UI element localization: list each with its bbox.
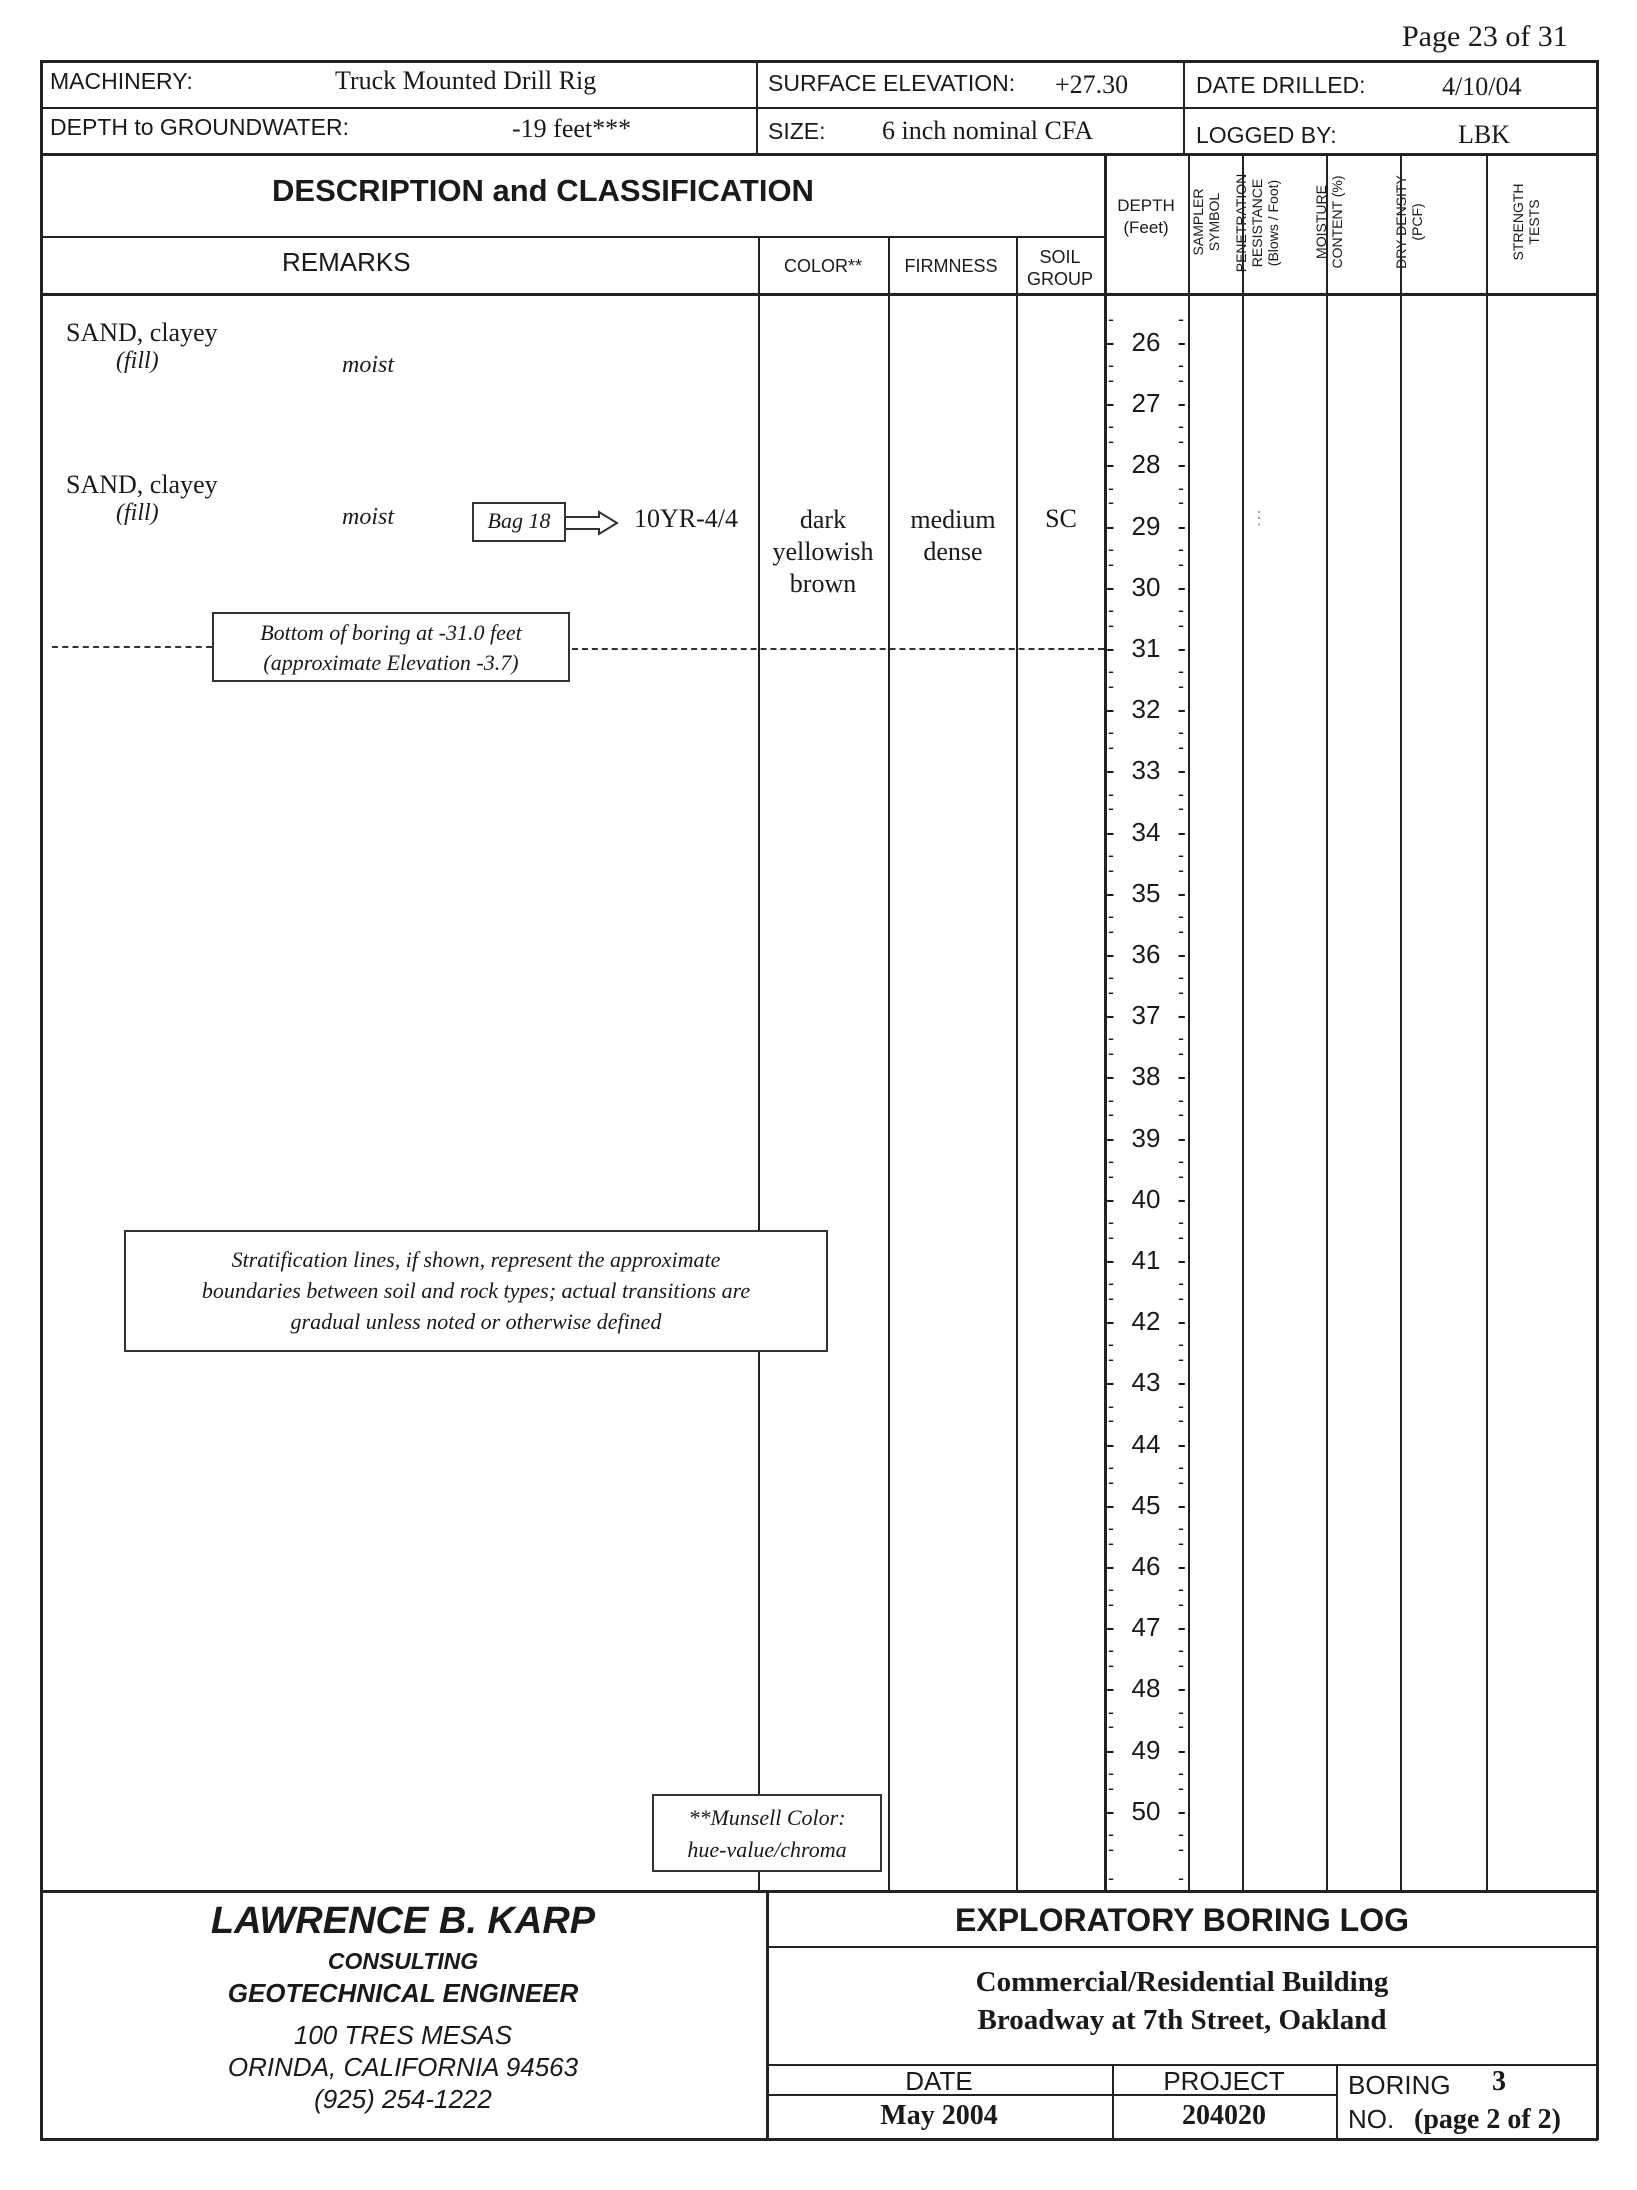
project-label: PROJECT: [1163, 2066, 1285, 2096]
depth-tick-dash: -: [1106, 1122, 1115, 1153]
depth-tick-dash: -: [1106, 571, 1115, 602]
depth-tick-dash: -: [1177, 327, 1186, 357]
depth-tick: [1106, 817, 1186, 848]
sampler-header-line1: SAMPLER: [1190, 188, 1206, 256]
layer-2-color-line3: brown: [789, 569, 857, 598]
bottom-note-line1: Bottom of boring at -31.0 feet: [260, 620, 522, 645]
faint-mark: ⋮: [1250, 508, 1268, 528]
depth-tick-dash: -: [1177, 1673, 1186, 1704]
depth-tick-label: 33: [1131, 755, 1161, 786]
surface-elevation-label: SURFACE ELEVATION:: [768, 70, 1016, 96]
layer-1-moisture: moist: [342, 352, 395, 378]
company-name: LAWRENCE B. KARP: [210, 1900, 596, 1942]
depth-header-line2: (Feet): [1123, 218, 1169, 237]
depth-tick: [1106, 1367, 1186, 1398]
depth-tick-dash: -: [1106, 1795, 1115, 1826]
depth-tick: [1106, 1306, 1186, 1337]
depth-minor-tick: - -: [1108, 416, 1184, 437]
depth-tick: [1106, 449, 1186, 480]
groundwater-value: -19 feet***: [512, 114, 632, 143]
depth-tick-dash: -: [1177, 388, 1186, 419]
depth-tick-dash: -: [1177, 755, 1186, 786]
depth-minor-tick: - -: [1108, 308, 1184, 329]
header-row-divider: [40, 107, 1598, 109]
depth-tick-dash: -: [1177, 1367, 1186, 1398]
depth-tick-label: 42: [1131, 1306, 1161, 1337]
company-line2: GEOTECHNICAL ENGINEER: [227, 1978, 579, 2008]
layer-2-moisture: moist: [342, 504, 395, 530]
depth-tick: [1106, 1123, 1186, 1154]
boring-no-label: NO.: [1348, 2104, 1395, 2134]
depth-minor-tick: - -: [1108, 431, 1184, 452]
depth-tick: [1106, 1796, 1186, 1827]
depth-tick: [1106, 1735, 1186, 1766]
depth-tick-label: 45: [1131, 1489, 1161, 1520]
depth-minor-tick: - -: [1108, 1226, 1184, 1247]
dry-density-header-line1: DRY DENSITY: [1393, 175, 1409, 269]
size-value: 6 inch nominal CFA: [882, 116, 1094, 145]
header-bottom-line: [40, 153, 1598, 156]
depth-minor-tick: - -: [1108, 1823, 1184, 1844]
depth-minor-tick: - -: [1108, 1395, 1184, 1416]
depth-tick-dash: -: [1106, 816, 1115, 847]
depth-tick-label: 50: [1131, 1795, 1161, 1826]
depth-tick-dash: -: [1177, 1428, 1186, 1459]
depth-tick-dash: -: [1177, 1306, 1186, 1337]
layer-2-color-line2: yellowish: [772, 537, 874, 566]
depth-minor-tick: - -: [1108, 1579, 1184, 1600]
page-number: Page 23 of 31: [1402, 20, 1568, 53]
firmness-header: FIRMNESS: [904, 256, 998, 276]
date-drilled-label: DATE DRILLED:: [1196, 72, 1366, 98]
depth-minor-tick: - -: [1108, 355, 1184, 376]
depth-minor-tick: - -: [1108, 538, 1184, 559]
depth-tick-dash: -: [1106, 1245, 1115, 1275]
depth-tick-dash: -: [1177, 1183, 1186, 1214]
depth-minor-tick: - -: [1108, 1655, 1184, 1676]
depth-minor-tick: - -: [1108, 1777, 1184, 1798]
depth-minor-tick: - -: [1108, 1273, 1184, 1294]
depth-tick: [1106, 1061, 1186, 1092]
depth-tick-dash: -: [1106, 510, 1115, 541]
depth-tick-label: 40: [1131, 1183, 1161, 1214]
depth-minor-tick: - -: [1108, 1762, 1184, 1783]
depth-tick: [1106, 1490, 1186, 1521]
col-line-firmness-soil: [1016, 237, 1018, 1890]
depth-tick: [1106, 878, 1186, 909]
depth-minor-tick: - -: [1108, 1089, 1184, 1110]
depth-minor-tick: - -: [1108, 1288, 1184, 1309]
depth-tick-dash: -: [1177, 1245, 1186, 1275]
depth-tick-dash: -: [1177, 1551, 1186, 1581]
depth-minor-tick: - -: [1108, 783, 1184, 804]
boring-number: 3: [1492, 2066, 1506, 2097]
depth-minor-tick: - -: [1108, 1410, 1184, 1431]
depth-tick-label: 43: [1131, 1367, 1161, 1398]
depth-tick-label: 26: [1131, 327, 1161, 357]
depth-tick-dash: -: [1177, 1000, 1186, 1031]
depth-tick-dash: -: [1177, 1489, 1186, 1520]
soil-group-header-line1: SOIL: [1039, 247, 1081, 267]
munsell-color-note: [652, 1794, 882, 1872]
depth-tick-dash: -: [1106, 1489, 1115, 1520]
boring-label: BORING: [1348, 2070, 1451, 2100]
depth-tick: [1106, 633, 1186, 664]
depth-minor-tick: - -: [1108, 1334, 1184, 1355]
logged-by-label: LOGGED BY:: [1196, 122, 1337, 148]
depth-tick-dash: -: [1106, 694, 1115, 725]
depth-minor-tick: - -: [1108, 1456, 1184, 1477]
moisture-header-line2: CONTENT (%): [1329, 175, 1345, 269]
depth-minor-tick: - -: [1108, 1867, 1184, 1888]
depth-minor-tick: - -: [1108, 722, 1184, 743]
layer-2-color: [760, 504, 886, 600]
depth-tick-dash: -: [1106, 1612, 1115, 1643]
depth-tick-dash: -: [1106, 1734, 1115, 1765]
frame-bottom: [40, 2138, 1598, 2141]
boring-bottom-line-right: [572, 648, 1104, 650]
layer-2-soil: SAND, clayey: [66, 470, 218, 499]
depth-tick-dash: -: [1177, 449, 1186, 480]
col-line-moisture: [1400, 153, 1402, 1890]
desc-title-underline: [40, 236, 1104, 238]
depth-minor-tick: - -: [1108, 492, 1184, 513]
size-label: SIZE:: [768, 118, 826, 144]
depth-tick-label: 37: [1131, 1000, 1161, 1031]
depth-tick-label: 46: [1131, 1551, 1161, 1581]
dry-density-header-line2: (PCF): [1409, 203, 1425, 241]
depth-tick: [1106, 1184, 1186, 1215]
layer-2-note: (fill): [116, 500, 159, 526]
arrow-right-icon: [563, 510, 621, 536]
color-header: COLOR**: [783, 256, 863, 276]
depth-tick-label: 28: [1131, 449, 1161, 480]
munsell-note-line1: **Munsell Color:: [688, 1805, 846, 1830]
depth-minor-tick: - -: [1108, 844, 1184, 865]
depth-minor-tick: - -: [1108, 661, 1184, 682]
depth-header-line1: DEPTH: [1117, 196, 1175, 215]
depth-tick-label: 44: [1131, 1428, 1161, 1459]
depth-tick-dash: -: [1106, 1000, 1115, 1031]
sample-bag-label: Bag 18: [472, 502, 566, 542]
depth-tick-label: 36: [1131, 939, 1161, 969]
depth-tick-dash: -: [1106, 877, 1115, 908]
depth-minor-tick: - -: [1108, 1716, 1184, 1737]
depth-tick-label: 48: [1131, 1673, 1161, 1704]
depth-tick: [1106, 1612, 1186, 1643]
depth-tick-label: 29: [1131, 510, 1161, 541]
depth-tick-dash: -: [1106, 633, 1115, 663]
depth-minor-tick: - -: [1108, 553, 1184, 574]
company-phone: (925) 254-1222: [314, 2084, 492, 2114]
header-divider-1: [756, 60, 758, 154]
header-divider-2: [1183, 60, 1185, 154]
project-location: Broadway at 7th Street, Oakland: [977, 2004, 1387, 2036]
col-line-depth-right: [1188, 153, 1190, 1890]
depth-tick-dash: -: [1177, 1061, 1186, 1092]
depth-tick-dash: -: [1177, 816, 1186, 847]
col-line-sampler: [1242, 153, 1244, 1890]
depth-minor-tick: - -: [1108, 1517, 1184, 1538]
depth-tick: [1106, 1673, 1186, 1704]
depth-tick: [1106, 572, 1186, 603]
depth-tick-dash: -: [1106, 327, 1115, 357]
depth-tick: [1106, 511, 1186, 542]
layer-2-firmness-line2: dense: [923, 537, 983, 566]
depth-tick-label: 27: [1131, 388, 1161, 419]
footer-top-line: [40, 1890, 1598, 1893]
remarks-header: REMARKS: [282, 247, 411, 277]
sampler-header-line2: SYMBOL: [1206, 192, 1222, 252]
moisture-content-header: [1313, 137, 1349, 307]
bottom-note-line2: (approximate Elevation -3.7): [263, 650, 519, 675]
depth-minor-tick: - -: [1108, 1150, 1184, 1171]
depth-tick-dash: -: [1106, 388, 1115, 419]
depth-minor-tick: - -: [1108, 477, 1184, 498]
depth-minor-tick: - -: [1108, 1211, 1184, 1232]
frame-top: [40, 60, 1598, 63]
depth-minor-tick: - -: [1108, 1165, 1184, 1186]
strat-note-line2: boundaries between soil and rock types; actual transitions are: [201, 1278, 751, 1303]
depth-tick-label: 34: [1131, 816, 1161, 847]
footer-project-divider: [1336, 2064, 1338, 2140]
soil-group-header-line2: GROUP: [1026, 269, 1093, 289]
depth-tick-label: 32: [1131, 694, 1161, 725]
depth-tick-dash: -: [1177, 694, 1186, 725]
layer-2-firmness-line1: medium: [910, 505, 996, 534]
machinery-value: Truck Mounted Drill Rig: [335, 66, 597, 95]
col-line-remarks-color: [758, 237, 760, 1890]
depth-minor-tick: - -: [1108, 859, 1184, 880]
depth-minor-tick: - -: [1108, 1838, 1184, 1859]
layer-1-soil: SAND, clayey: [66, 318, 218, 347]
depth-minor-tick: - -: [1108, 798, 1184, 819]
frame-right: [1596, 60, 1599, 2140]
depth-minor-tick: - -: [1108, 1471, 1184, 1492]
strength-header-line1: STRENGTH: [1510, 183, 1526, 261]
depth-minor-tick: - -: [1108, 905, 1184, 926]
depth-tick: [1106, 694, 1186, 725]
depth-tick: [1106, 327, 1186, 358]
page-of-label: (page 2 of 2): [1414, 2104, 1561, 2135]
surface-elevation-value: +27.30: [1055, 70, 1129, 99]
depth-tick: [1106, 939, 1186, 970]
depth-minor-tick: - -: [1108, 1349, 1184, 1370]
depth-tick-dash: -: [1106, 1367, 1115, 1398]
col-line-density: [1486, 153, 1488, 1890]
layer-2-color-line1: dark: [799, 505, 847, 534]
layer-1-note: (fill): [116, 348, 159, 374]
log-title: EXPLORATORY BORING LOG: [955, 1902, 1409, 1938]
boring-bottom-line-left: [52, 646, 212, 648]
depth-tick-dash: -: [1177, 1122, 1186, 1153]
depth-minor-tick: - -: [1108, 676, 1184, 697]
dry-density-header: [1393, 137, 1429, 307]
depth-tick-dash: -: [1177, 1734, 1186, 1765]
logged-by-value: LBK: [1458, 120, 1510, 149]
depth-tick: [1106, 1245, 1186, 1276]
depth-tick-dash: -: [1106, 755, 1115, 786]
depth-minor-tick: - -: [1108, 1594, 1184, 1615]
project-name: Commercial/Residential Building: [975, 1966, 1389, 1998]
depth-tick-dash: -: [1177, 633, 1186, 663]
col-line-color-firmness: [888, 237, 890, 1890]
frame-left: [40, 60, 43, 2140]
depth-tick-dash: -: [1106, 1061, 1115, 1092]
depth-tick-dash: -: [1106, 449, 1115, 480]
soil-group-header: [1016, 246, 1104, 290]
date-drilled-value: 4/10/04: [1442, 72, 1522, 101]
depth-tick-label: 35: [1131, 877, 1161, 908]
depth-tick-label: 38: [1131, 1061, 1161, 1092]
stratification-note: [124, 1230, 828, 1352]
layer-2-soil-group: SC: [1045, 504, 1077, 533]
depth-minor-tick: - -: [1108, 920, 1184, 941]
depth-tick-dash: -: [1106, 1306, 1115, 1337]
depth-tick-dash: -: [1177, 877, 1186, 908]
description-title: DESCRIPTION and CLASSIFICATION: [272, 173, 814, 208]
depth-tick-label: 39: [1131, 1122, 1161, 1153]
footer-title-underline: [766, 1946, 1598, 1948]
strength-tests-header: [1510, 137, 1546, 307]
depth-tick: [1106, 1551, 1186, 1582]
depth-minor-tick: - -: [1108, 1532, 1184, 1553]
depth-minor-tick: - -: [1108, 1043, 1184, 1064]
depth-tick-dash: -: [1177, 571, 1186, 602]
munsell-code: 10YR-4/4: [634, 504, 738, 533]
depth-tick-label: 41: [1131, 1245, 1161, 1275]
depth-tick-dash: -: [1177, 1795, 1186, 1826]
depth-tick-dash: -: [1177, 510, 1186, 541]
strat-note-line1: Stratification lines, if shown, represent the approximate: [231, 1247, 721, 1272]
depth-tick-dash: -: [1106, 1183, 1115, 1214]
penetration-header-line1: PENETRATION: [1233, 173, 1249, 273]
depth-tick-label: 31: [1131, 633, 1161, 663]
sampler-symbol-header: [1190, 137, 1226, 307]
strat-note-line3: gradual unless noted or otherwise defined: [290, 1309, 662, 1334]
depth-tick-dash: -: [1177, 939, 1186, 969]
penetration-header-line3: (Blows / Foot): [1265, 179, 1281, 267]
depth-minor-tick: - -: [1108, 1028, 1184, 1049]
depth-tick-dash: -: [1106, 1428, 1115, 1459]
moisture-header-line1: MOISTURE: [1313, 185, 1329, 259]
depth-minor-tick: - -: [1108, 967, 1184, 988]
company-line1: CONSULTING: [327, 1948, 479, 1974]
depth-minor-tick: - -: [1108, 982, 1184, 1003]
machinery-label: MACHINERY:: [50, 68, 193, 94]
layer-2-firmness: [890, 504, 1016, 568]
depth-minor-tick: - -: [1108, 370, 1184, 391]
depth-tick-label: 49: [1131, 1734, 1161, 1765]
depth-tick: [1106, 755, 1186, 786]
depth-minor-tick: - -: [1108, 599, 1184, 620]
col-line-penetration: [1326, 153, 1328, 1890]
depth-minor-tick: - -: [1108, 1640, 1184, 1661]
depth-minor-tick: - -: [1108, 737, 1184, 758]
munsell-note-line2: hue-value/chroma: [687, 1837, 847, 1862]
date-value: May 2004: [880, 2100, 998, 2131]
project-number: 204020: [1182, 2100, 1266, 2131]
groundwater-label: DEPTH to GROUNDWATER:: [50, 114, 350, 140]
company-address1: 100 TRES MESAS: [293, 2020, 513, 2050]
depth-tick-label: 30: [1131, 571, 1161, 602]
depth-tick-dash: -: [1177, 1612, 1186, 1643]
depth-tick-dash: -: [1106, 1673, 1115, 1704]
company-address2: ORINDA, CALIFORNIA 94563: [227, 2052, 579, 2082]
depth-tick-dash: -: [1106, 939, 1115, 969]
depth-minor-tick: - -: [1108, 614, 1184, 635]
bottom-of-boring-note: [212, 612, 570, 682]
date-label: DATE: [905, 2066, 973, 2096]
column-header-bottom: [40, 293, 1598, 296]
depth-header: [1106, 195, 1186, 239]
strength-header-line2: TESTS: [1526, 199, 1542, 245]
depth-tick: [1106, 1429, 1186, 1460]
depth-tick: [1106, 1000, 1186, 1031]
depth-tick-dash: -: [1106, 1551, 1115, 1581]
depth-minor-tick: - -: [1108, 1104, 1184, 1125]
depth-tick: [1106, 388, 1186, 419]
depth-minor-tick: - -: [1108, 1701, 1184, 1722]
penetration-header-line2: RESISTANCE: [1249, 178, 1265, 268]
depth-tick-label: 47: [1131, 1612, 1161, 1643]
